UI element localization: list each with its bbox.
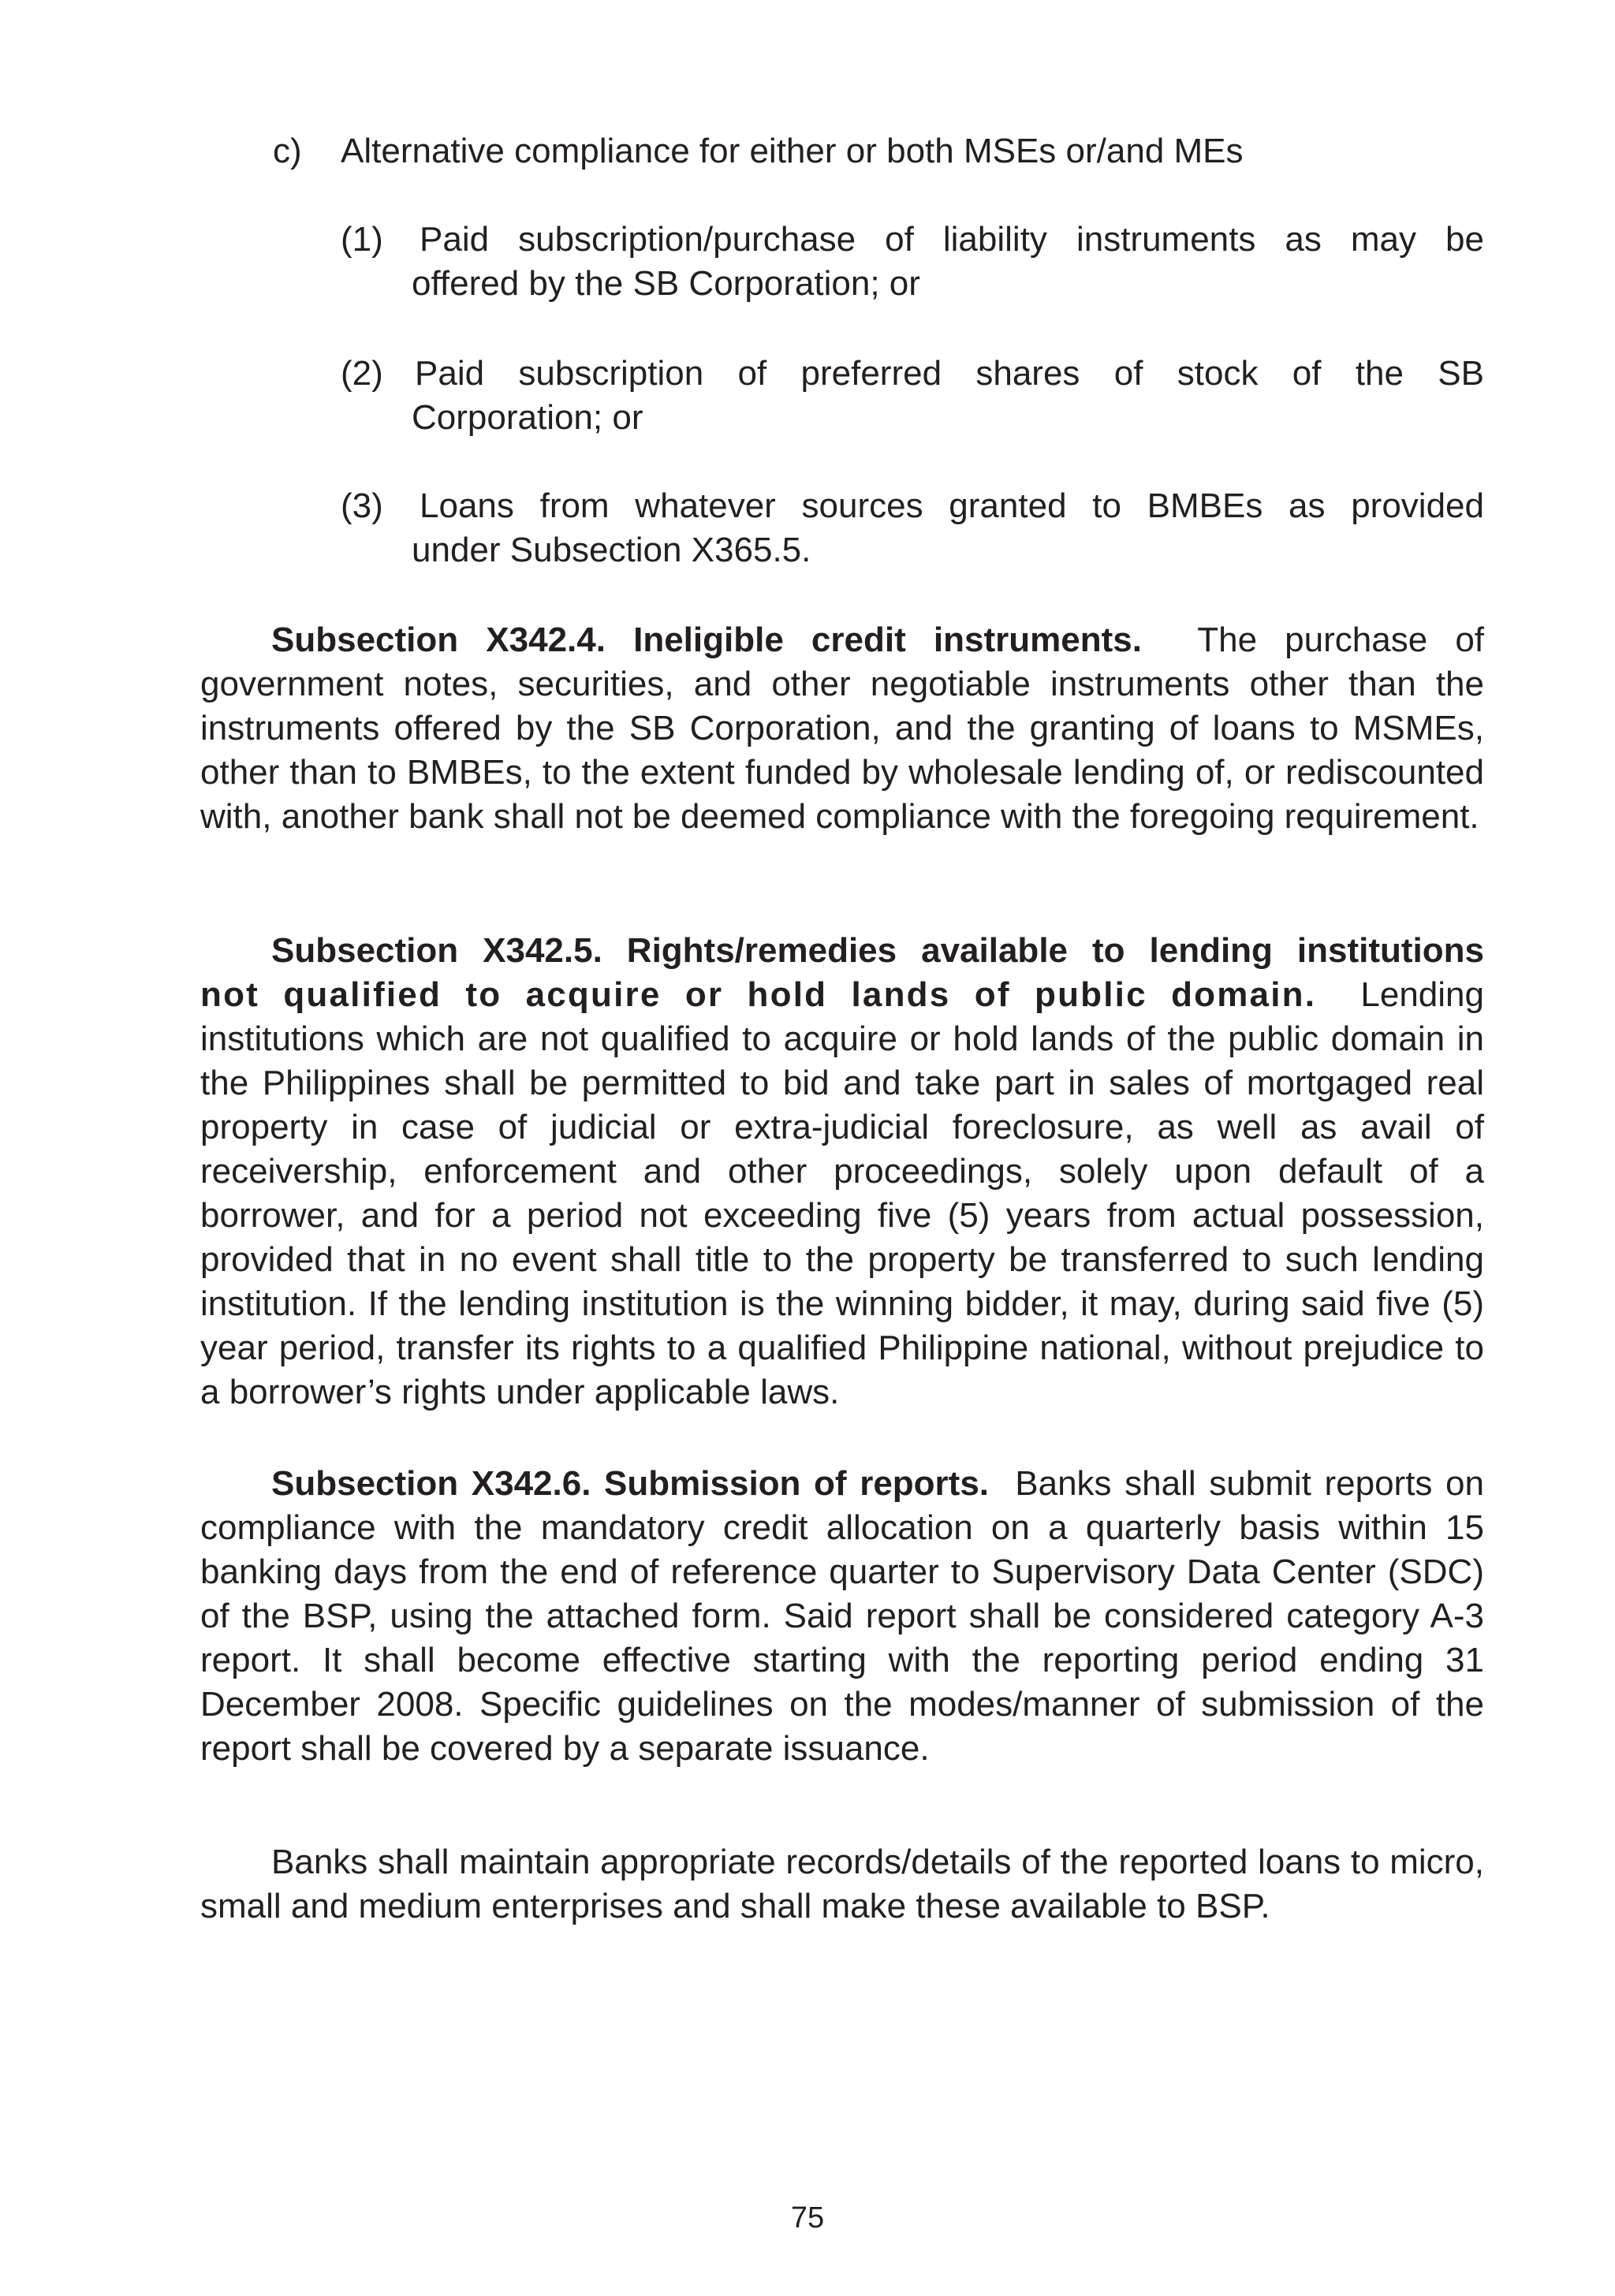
subsection-x342-6-heading: Subsection X342.6. Submission of reports. [271,1464,990,1503]
item-2-line-1: Paid subscription of preferred shares of stock of the SB [415,354,1484,393]
item-3-label: (3) [341,486,383,525]
subsection-x342-4-heading: Subsection X342.4. Ineligible credit instruments. [271,621,1142,659]
subsection-x342-6-body: Banks shall submit reports on compliance with the mandatory credit allocation on a quarterly basis within 15 banking days from the end of reference quarter to Supervisory Data Center (SDC) of the BSP, using the attached form. Said report shall be considered category A-3 report. It shall become effective starting with the reporting period ending 31 December 2008. Specific guidelines on the modes/manner of submission of the report shall be covered by a separate issuance. [200,1464,1484,1768]
item-2-line-2: Corporation; or [412,398,643,437]
subsection-x342-4-body: The purchase of government notes, securities, and other negotiable instruments other than the instruments offered by the SB Corporation, and the granting of loans to MSMEs, other than to BMBEs, to the extent funded by wholesale lending of, or rediscounted with, another bank shall not be deemed compliance with the foregoing requirement. [200,621,1485,836]
item-1-line-1: Paid subscription/purchase of liability instruments as may be [420,220,1484,259]
item-3-line-2: under Subsection X365.5. [412,531,811,569]
subsection-x342-5 [200,973,1484,1414]
section-c-label: c) [273,132,302,170]
item-1-line-2: offered by the SB Corporation; or [412,264,920,303]
item-2-label: (2) [341,354,383,393]
item-3-line-1: Loans from whatever sources granted to BMBEs as provided [420,486,1484,525]
item-1-label: (1) [341,220,383,259]
section-c-text: Alternative compliance for either or both MSEs or/and MEs [341,132,1244,170]
subsection-x342-5-heading-line-1: Subsection X342.5. Rights/remedies available to lending institutions [271,931,1484,970]
subsection-x342-5-body: Lending institutions which are not qualified to acquire or hold lands of the public domain in the Philippines shall be permitted to bid and take part in sales of mortgaged real property in case of judicial or extra-judicial foreclosure, as well as avail of receivership, enforcement and other proceedings, solely upon default of a borrower, and for a period not exceeding five (5) years from actual possession, provided that in no event shall title to the property be transferred to such lending institution. If the lending institution is the winning bidder, it may, during said five (5) year period, transfer its rights to a qualified Philippine national, without prejudice to a borrower’s rights under applicable laws. [200,975,1484,1411]
page-number: 75 [790,2201,825,2234]
subsection-x342-6 [200,1462,1484,1771]
subsection-x342-5-heading-line-2: not qualified to acquire or hold lands of public domain. [200,975,1317,1014]
subsection-x342-4 [200,618,1484,839]
closing-paragraph: Banks shall maintain appropriate records/details of the reported loans to micro, small and medium enterprises and shall make these available to BSP. [200,1843,1484,1925]
